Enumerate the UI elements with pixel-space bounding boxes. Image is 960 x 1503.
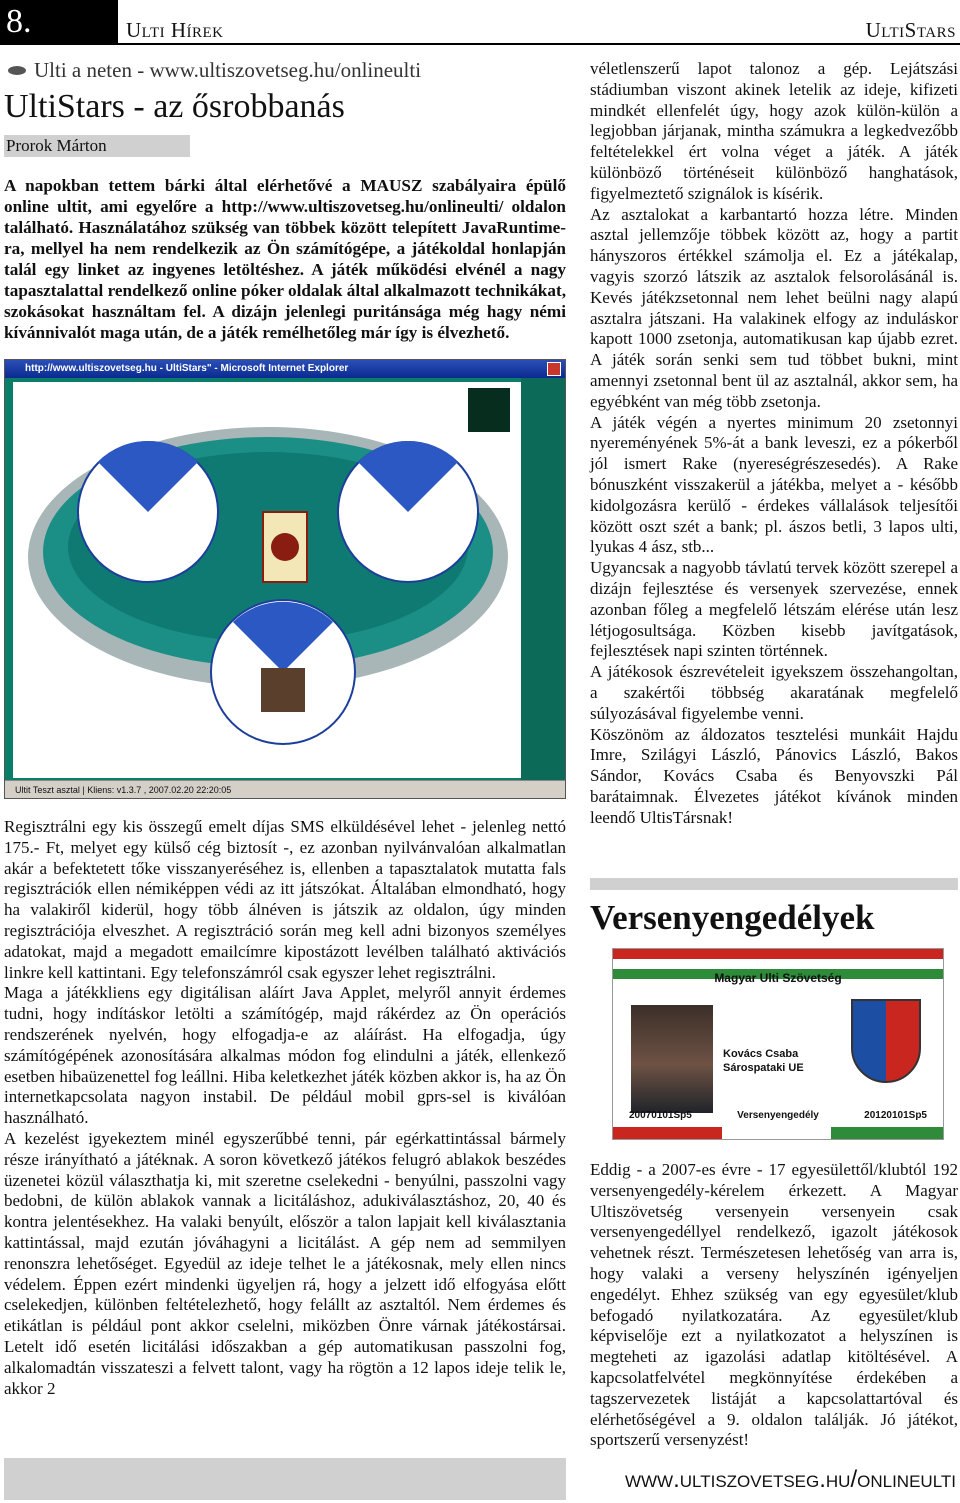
left-column bbox=[4, 55, 566, 1399]
card-club: Sárospataki UE bbox=[723, 1062, 804, 1074]
section-title: Versenyengedélyek bbox=[590, 898, 875, 937]
coat-of-arms-icon bbox=[851, 999, 921, 1083]
page-number: 8. bbox=[0, 0, 118, 44]
license-paragraph: Eddig - a 2007-es évre - 17 egyesülettől/klubtól 192 versenyengedély-kérelem érkezett. A Magyar Ultiszövetség versenyein versenyein csak versenyengedéllyel rendelkező, igazolt játékosok vehetnek részt. Természetesen lehetőség van arra is, hogy valaki a verseny helyszínén igényeljen engedélyt. Ehhez szükség van egy egyesület/klub befogadó nyilatkozatára. Az egyesület/klub képviselője ezt a nyilatkozatot a helyszínen is megteheti az igazolási adatlap kitöltésével. A kapcsolatfelvétel megkönnyítése érdekében a tagszervezetek listáját a kapcsolattartóval és elérhetőségével a 9. oldalon találják. Jó játékot, sportszerű versenyzést! bbox=[590, 1160, 958, 1450]
screenshot-status-bar: Ultit Teszt asztal | Kliens: v1.3.7 , 2007.02.20 22:20:05 bbox=[5, 780, 565, 798]
article-lead: A napokban tettem bárki által elérhetővé a MAUSZ szabályaira épülő online ultit, ami egyelőre a http://www.ultiszovetseg.hu/onlineulti/ oldalon található. Használatához szükség van többek között telepített JavaRuntime-ra, mellyel ha nem rendelkezik az Ön számítógépe, a játékoldal honlapján talál egy linket az ingyenes letöltéshez. A játék működési elvénél a nagy tapasztalattal rendelkező online póker oldalak által alkalmazott technikákat, szokásokat használtam fel. A dizájn jelenlegi puritánsága még hagy némi kívánnivalót maga után, de a játék remélhetőleg már így is élvezhető. bbox=[4, 176, 566, 342]
license-card-image bbox=[612, 948, 944, 1140]
section-label-right: UltiStars bbox=[865, 18, 956, 42]
card-valid-to: 20120101Sp5 bbox=[864, 1110, 927, 1121]
player-photo bbox=[631, 1005, 713, 1113]
footer-url: www.ultiszovetseg.hu/onlineulti bbox=[624, 1466, 956, 1493]
paragraph: Regisztrálni egy kis összegű emelt díjas SMS elküldésével lehet - jelenleg nettó 175.- Ft, melyet egy külső cég biztosít -, ez azonban nyilvánvalóan alkalmatlan akár a befektetett tőke visszanyeréséhez is, ellenben a tapasztalatok mutatta fals regisztrációk ellen némiképpen védi az itt játszókat. Általában elmondható, hogy ha valakiről kiderül, hogy több álnéven is játszik az oldalon, úgy minden regisztrációja elveszhet. A regisztráció során meg kell adni bizonyos személyes adatokat, majd a megadott emailcímre kipostázott levélben található aktivációs linkre kell kattintani. Egy telefonszámról csak egyszer lehet regisztrálni. bbox=[4, 817, 566, 982]
paragraph: A játékosok észrevételeit igyekszem összehangoltan, a szakértői többség akaratának megfelelő súlyozásával figyelembe venni. bbox=[590, 662, 958, 723]
paragraph: Köszönöm az áldozatos tesztelési munkáit Hajdu Imre, Szilágyi László, Pánovics László, Bakos Sándor, Kovács Csaba és Benyovszki Pál barátaimnak. Élvezetes játékot kívánok minden leendő UltisTársnak! bbox=[590, 724, 958, 827]
footer-bar bbox=[4, 1458, 566, 1500]
flag-stripe-red bbox=[613, 949, 943, 959]
card-table-illustration bbox=[13, 382, 523, 778]
article-kicker bbox=[4, 55, 566, 85]
paragraph: A játék végén a nyertes minimum 20 zsetonnyi nyereményének 5%-át a bank leveszi, ez a pókerből jól ismert Rake (nyereségrészesedés). A Rake bónuszként visszakerül a játékba, melyet a - később kidolgozásra kerülő - érdekes vállalások teljesítői között oszt szét a bank; pl. ászos betli, 3 lapos ulti, lyukas 4 ász, stb... bbox=[590, 412, 958, 557]
game-screenshot bbox=[4, 359, 566, 799]
article-title: UltiStars - az ősrobbanás bbox=[4, 88, 345, 125]
flag-stripe-white bbox=[613, 959, 943, 969]
screenshot-title: http://www.ultiszovetseg.hu - UltiStars" - Microsoft Internet Explorer bbox=[25, 363, 349, 374]
kicker-text: Ulti a neten - www.ultiszovetseg.hu/onlineulti bbox=[34, 57, 422, 82]
article-author: Prorok Márton bbox=[4, 135, 190, 157]
left-body-text bbox=[4, 817, 566, 1399]
paragraph: Maga a játékkliens egy digitálisan aláírt Java Applet, melyről annyit érdemes tudni, hogy indításkor letölti a számítógép, majd rákérdez az Ön operációs rendszerének nyelvén, hogy elfogadja-e az aláírást. Ha elfogadja, úgy számítógépének azonosítására alkalmas módon fog elindulni a játék, ellenkező esetben hibaüzenettel fog leállni. Hiba keletkezhet játék közben akkor is, ha az Ön internetkapcsolata nagyon instabil. De például mobil gprs-sel is kiválóan használható. bbox=[4, 983, 566, 1128]
right-column-text bbox=[590, 59, 958, 828]
card-footer bbox=[613, 1110, 943, 1121]
screenshot-side-panel bbox=[521, 378, 565, 782]
paragraph: Az asztalokat a karbantartó hozza létre. Minden asztal jellemzője többek között az, hogy a partit hányszoros értékkel számolja el. Ez a játékalap, vagyis szorzó látszik az asztalok felsorolásánál is. Kevés játékzsetonnal nem lehet beülni nagy alapú asztalra játszani. Ha valakinek elfogy az induláskor kapott 1000 zsetonja, automatikusan kap újabb ezret. A játék során senki sem tud többet bukni, mint amennyi zsetonnal bent ül az asztalnál, akkor sem, ha egyébként van még több zsetonja. bbox=[590, 204, 958, 411]
paragraph: Ugyancsak a nagyobb távlatú tervek között szerepel a dizájn fejlesztése és versenyek szervezése, ennek azonban főleg a megfelelő létszám elérése után lesz létjogosultsága. Közben kisebb javítgatások, fejlesztések napi szinten történnek. bbox=[590, 558, 958, 661]
card-name: Kovács Csaba bbox=[723, 1048, 799, 1060]
paragraph: A kezelést igyekeztem minél egyszerűbbé tenni, pár egérkattintással bármely része irányítható a játéknak. A soron következő játékos felugró ablakok beszédes üzenetei közül választhatja ki, mit szeretne cselekedni - benyúlni, passzolni vagy bedobni, de külön ablakok vannak a licitáláshoz, adukiválasztáshoz, 20, 40 és kontra jelentésekhez. Ha valaki benyúlt, először a talon lapjait kell kiválasztania kattintással, majd ezután jóváhagyni a licitálást. A gép nem ad semmilyen renonszra lehetőséget. Egyedül az ideje telhet le a játékosnak, mely ellen nincs védelem. Éppen ezért mindenki ügyeljen rá, hogy a jelzett idő elfogyása előtt cselekedjen, különben feltételezhető, hogy felállt az asztaltól. Nem érdemes és etikátlan is például pont akkor cselelni, miközben Önre várnak játékostársai. Letelt idő esetén licitálási időszakban a gép automatikusan passzolni fog, alkalomadtán visszateszi a felvett talont, vagy ha rögtön a 12 lapos ideje telik le, akkor 2 bbox=[4, 1128, 566, 1398]
section-divider bbox=[590, 878, 958, 890]
card-holder bbox=[723, 1047, 804, 1075]
screenshot-title-bar bbox=[5, 360, 565, 378]
paragraph: véletlenszerű lapot talonoz a gép. Lejátszási stádiumban viszont akinek letelik az ideje, kifizeti mindkét ellenfelét úgy, hogy azok külön-külön a legjobban járjanak, mintha számukra a legkedvezőbb feltételekkel ért volna véget a játék. A játék különböző történéseit különböző hanghatások, figyelmeztető szignálok is kísérik. bbox=[590, 59, 958, 203]
close-icon bbox=[547, 362, 561, 376]
header-rule bbox=[0, 43, 960, 45]
flag-footer bbox=[613, 1127, 943, 1139]
card-org: Magyar Ulti Szövetség bbox=[714, 971, 842, 985]
bullet-icon bbox=[8, 66, 26, 75]
card-valid-from: 20070101Sp5 bbox=[629, 1110, 692, 1121]
card-label: Versenyengedély bbox=[737, 1110, 819, 1121]
section-label-left: Ulti Hírek bbox=[126, 18, 224, 42]
